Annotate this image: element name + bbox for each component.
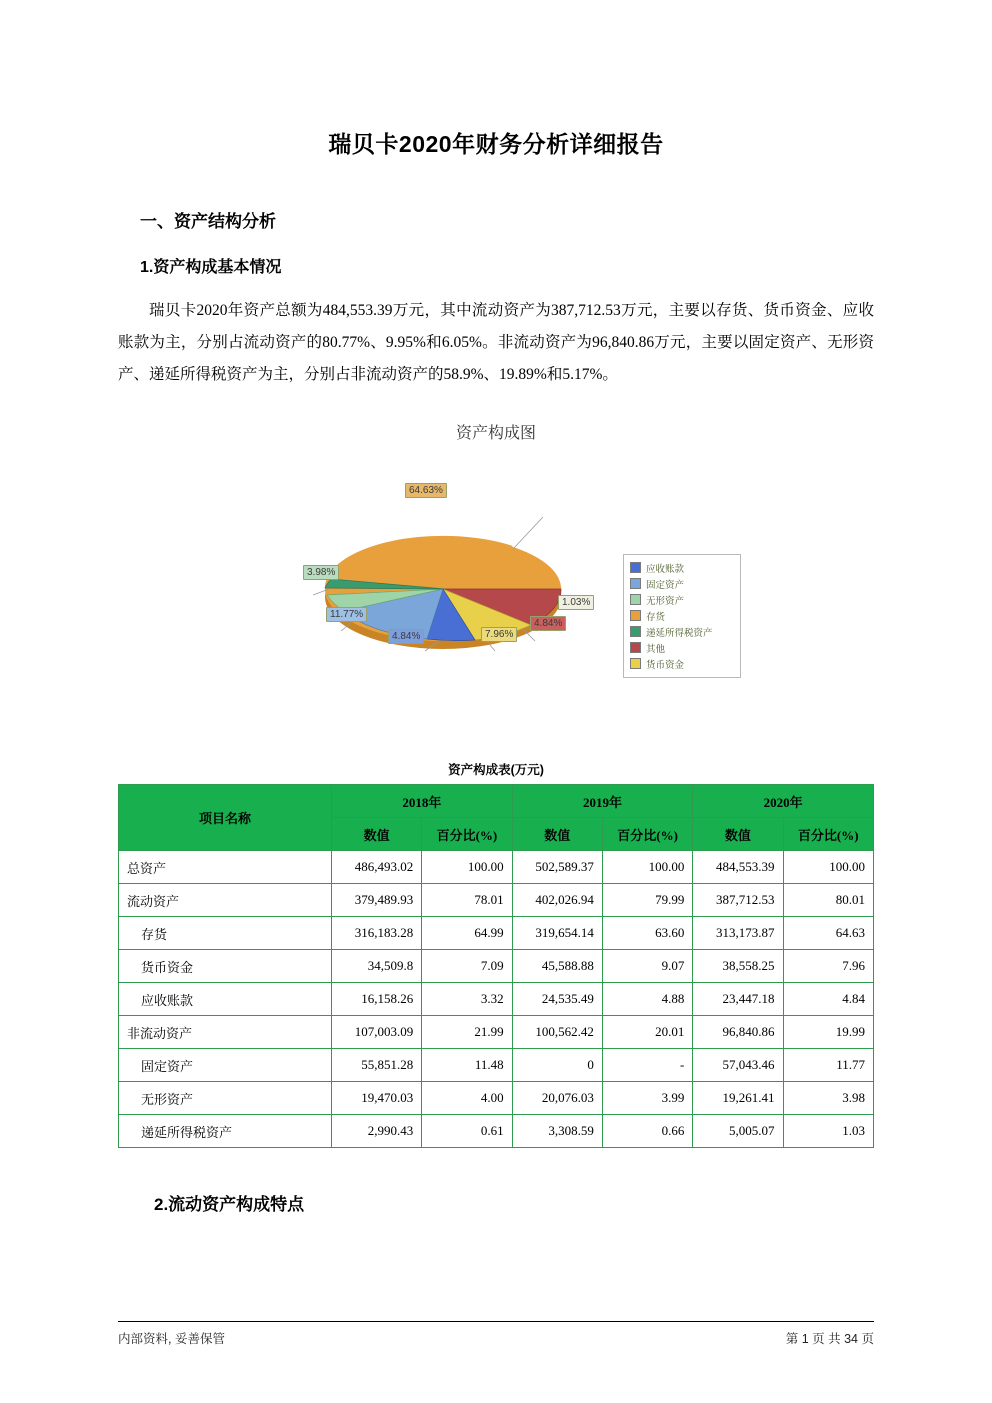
row-cell: 100.00 bbox=[783, 851, 873, 884]
legend-label: 递延所得税资产 bbox=[646, 627, 713, 639]
row-cell: 57,043.46 bbox=[693, 1049, 783, 1082]
legend-label: 固定资产 bbox=[646, 579, 685, 591]
legend-item bbox=[630, 656, 734, 671]
legend-item bbox=[630, 576, 734, 591]
row-cell: 3,308.59 bbox=[512, 1115, 602, 1148]
row-cell: 316,183.28 bbox=[332, 917, 422, 950]
row-label: 非流动资产 bbox=[119, 1016, 332, 1049]
row-cell: 64.63 bbox=[783, 917, 873, 950]
row-label: 无形资产 bbox=[119, 1082, 332, 1115]
table-row bbox=[119, 1049, 874, 1082]
legend-label: 无形资产 bbox=[646, 595, 685, 607]
row-cell: 486,493.02 bbox=[332, 851, 422, 884]
pie-label-intangible: 3.98% bbox=[303, 565, 339, 580]
legend-item bbox=[630, 560, 734, 575]
row-cell: 24,535.49 bbox=[512, 983, 602, 1016]
row-cell: 2,990.43 bbox=[332, 1115, 422, 1148]
row-cell: 55,851.28 bbox=[332, 1049, 422, 1082]
row-label: 流动资产 bbox=[119, 884, 332, 917]
row-cell: 100.00 bbox=[602, 851, 692, 884]
table-head bbox=[119, 785, 874, 851]
row-cell: 3.32 bbox=[422, 983, 512, 1016]
row-cell: 107,003.09 bbox=[332, 1016, 422, 1049]
row-cell: 0 bbox=[512, 1049, 602, 1082]
legend-item bbox=[630, 608, 734, 623]
row-cell: 502,589.37 bbox=[512, 851, 602, 884]
row-cell: 11.77 bbox=[783, 1049, 873, 1082]
subsection-heading-2: 2.流动资产构成特点 bbox=[154, 1195, 305, 1215]
row-cell: 79.99 bbox=[602, 884, 692, 917]
row-cell: 11.48 bbox=[422, 1049, 512, 1082]
table-caption: 资产构成表(万元) bbox=[448, 763, 544, 778]
legend-label: 存货 bbox=[646, 611, 666, 623]
table-row bbox=[119, 1016, 874, 1049]
table-row bbox=[119, 950, 874, 983]
pie-label-inventory: 64.63% bbox=[405, 483, 447, 498]
legend-label: 货币资金 bbox=[646, 659, 685, 671]
table-row bbox=[119, 1115, 874, 1148]
header-pct-2019: 百分比(%) bbox=[602, 818, 692, 851]
row-cell: 3.99 bbox=[602, 1082, 692, 1115]
row-cell: 7.09 bbox=[422, 950, 512, 983]
header-item-name: 项目名称 bbox=[119, 785, 332, 851]
header-year-2018: 2018年 bbox=[332, 785, 513, 818]
legend-swatch-icon bbox=[630, 594, 641, 605]
header-pct-2018: 百分比(%) bbox=[422, 818, 512, 851]
legend-swatch-icon bbox=[630, 626, 641, 637]
legend-swatch-icon bbox=[630, 610, 641, 621]
row-cell: 64.99 bbox=[422, 917, 512, 950]
asset-composition-chart bbox=[118, 420, 874, 720]
row-cell: 20.01 bbox=[602, 1016, 692, 1049]
header-year-2020: 2020年 bbox=[693, 785, 874, 818]
asset-composition-table bbox=[118, 784, 874, 1148]
legend-swatch-icon bbox=[630, 562, 641, 573]
row-label: 应收账款 bbox=[119, 983, 332, 1016]
header-value-2020: 数值 bbox=[693, 818, 783, 851]
row-cell: 1.03 bbox=[783, 1115, 873, 1148]
row-cell: 4.84 bbox=[783, 983, 873, 1016]
row-cell: 63.60 bbox=[602, 917, 692, 950]
row-cell: 20,076.03 bbox=[512, 1082, 602, 1115]
row-cell: 379,489.93 bbox=[332, 884, 422, 917]
table-row bbox=[119, 917, 874, 950]
body-paragraph-1: 瑞贝卡2020年资产总额为484,553.39万元，其中流动资产为387,712.53万元，主要以存货、货币资金、应收账款为主，分别占流动资产的80.77%、9.95%和6.05%。非流动资产为96,840.86万元，主要以固定资产、无形资产、递延所得税资产为主，分别占非流动资产的58.9%、19.89%和5.17%。 bbox=[118, 302, 874, 383]
row-label: 总资产 bbox=[119, 851, 332, 884]
legend-swatch-icon bbox=[630, 658, 641, 669]
row-cell: 19.99 bbox=[783, 1016, 873, 1049]
header-value-2018: 数值 bbox=[332, 818, 422, 851]
pie-chart-area bbox=[118, 449, 874, 709]
table-row bbox=[119, 983, 874, 1016]
footer-left-text: 内部资料, 妥善保管 bbox=[118, 1332, 225, 1346]
row-cell: 313,173.87 bbox=[693, 917, 783, 950]
page-footer bbox=[118, 1321, 874, 1347]
row-cell: 34,509.8 bbox=[332, 950, 422, 983]
header-pct-2020: 百分比(%) bbox=[783, 818, 873, 851]
row-cell: - bbox=[602, 1049, 692, 1082]
header-year-2019: 2019年 bbox=[512, 785, 693, 818]
row-cell: 5,005.07 bbox=[693, 1115, 783, 1148]
section-heading-1: 一、资产结构分析 bbox=[140, 212, 276, 231]
row-label: 存货 bbox=[119, 917, 332, 950]
table-row bbox=[119, 1082, 874, 1115]
row-cell: 9.07 bbox=[602, 950, 692, 983]
row-cell: 319,654.14 bbox=[512, 917, 602, 950]
legend-label: 应收账款 bbox=[646, 563, 685, 575]
row-cell: 78.01 bbox=[422, 884, 512, 917]
row-cell: 0.61 bbox=[422, 1115, 512, 1148]
row-label: 递延所得税资产 bbox=[119, 1115, 332, 1148]
row-cell: 100,562.42 bbox=[512, 1016, 602, 1049]
row-cell: 3.98 bbox=[783, 1082, 873, 1115]
footer-page-number: 第 1 页 共 34 页 bbox=[785, 1332, 874, 1346]
legend-label: 其他 bbox=[646, 643, 666, 655]
pie-label-receivables: 4.84% bbox=[388, 629, 424, 644]
row-cell: 4.00 bbox=[422, 1082, 512, 1115]
row-cell: 21.99 bbox=[422, 1016, 512, 1049]
row-cell: 484,553.39 bbox=[693, 851, 783, 884]
row-cell: 45,588.88 bbox=[512, 950, 602, 983]
header-value-2019: 数值 bbox=[512, 818, 602, 851]
row-cell: 100.00 bbox=[422, 851, 512, 884]
row-cell: 80.01 bbox=[783, 884, 873, 917]
table-body bbox=[119, 851, 874, 1148]
row-cell: 0.66 bbox=[602, 1115, 692, 1148]
row-cell: 4.88 bbox=[602, 983, 692, 1016]
pie-label-other: 4.84% bbox=[530, 616, 566, 631]
pie-label-cash: 7.96% bbox=[481, 627, 517, 642]
pie-label-fixed-assets: 11.77% bbox=[326, 607, 367, 622]
table-header-row-1 bbox=[119, 785, 874, 818]
chart-legend bbox=[623, 554, 741, 678]
legend-item bbox=[630, 640, 734, 655]
legend-item bbox=[630, 624, 734, 639]
row-cell: 387,712.53 bbox=[693, 884, 783, 917]
row-cell: 96,840.86 bbox=[693, 1016, 783, 1049]
row-cell: 19,261.41 bbox=[693, 1082, 783, 1115]
row-cell: 38,558.25 bbox=[693, 950, 783, 983]
legend-swatch-icon bbox=[630, 578, 641, 589]
pie-label-deferred-tax: 1.03% bbox=[558, 595, 594, 610]
row-label: 固定资产 bbox=[119, 1049, 332, 1082]
row-cell: 7.96 bbox=[783, 950, 873, 983]
chart-title: 资产构成图 bbox=[455, 425, 536, 443]
row-cell: 16,158.26 bbox=[332, 983, 422, 1016]
row-label: 货币资金 bbox=[119, 950, 332, 983]
row-cell: 23,447.18 bbox=[693, 983, 783, 1016]
page-title: 瑞贝卡2020年财务分析详细报告 bbox=[328, 131, 664, 157]
table-row bbox=[119, 851, 874, 884]
legend-item bbox=[630, 592, 734, 607]
legend-swatch-icon bbox=[630, 642, 641, 653]
row-cell: 402,026.94 bbox=[512, 884, 602, 917]
subsection-heading-1: 1.资产构成基本情况 bbox=[140, 259, 282, 276]
row-cell: 19,470.03 bbox=[332, 1082, 422, 1115]
table-row bbox=[119, 884, 874, 917]
